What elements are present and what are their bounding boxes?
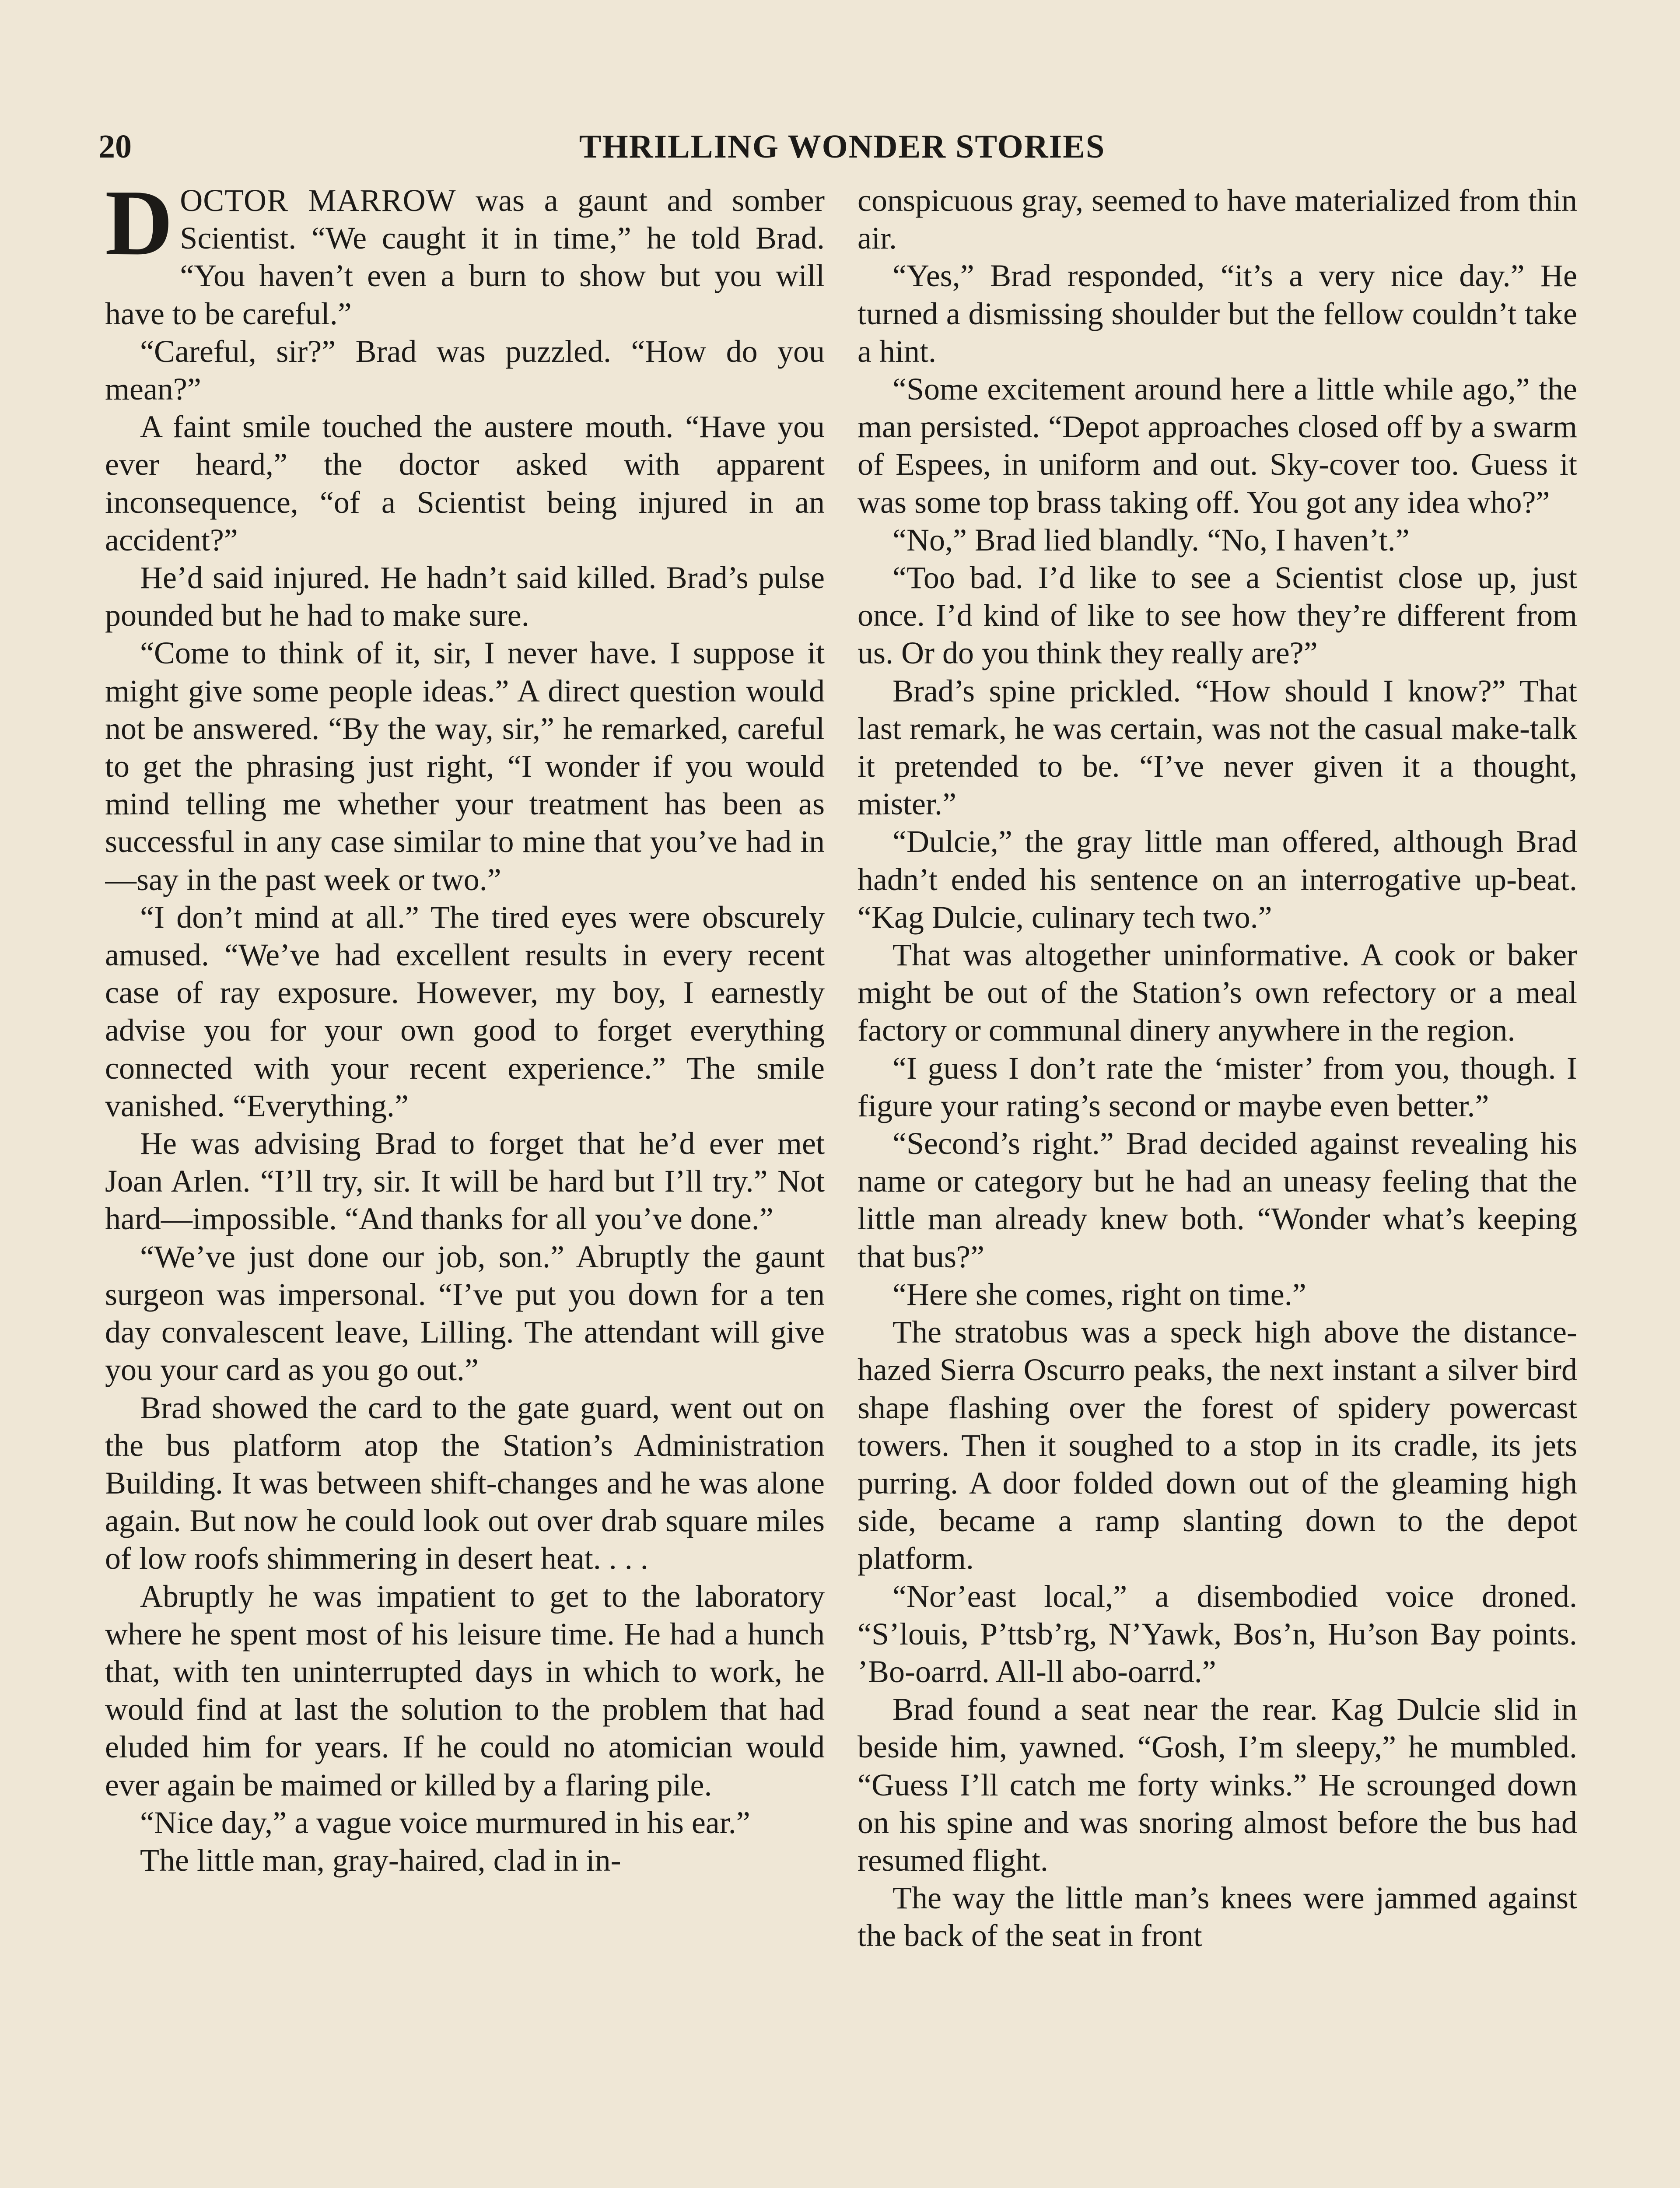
paragraph-text: was a gaunt and somber Scientist. “We caught it in time,” he told Brad. “You haven’t even a burn to show but you will have to be careful.”	[105, 183, 825, 331]
paragraph: “Yes,” Brad responded, “it’s a very nice day.” He turned a dismissing shoulder but the fellow couldn’t take a hint.	[858, 258, 1577, 369]
left-column	[105, 182, 825, 2188]
paragraph: That was altogether uninformative. A cook or baker might be out of the Station’s own refectory or a meal factory or communal dinery anywhere in the region.	[858, 937, 1577, 1048]
paragraph: “Nice day,” a vague voice murmured in his ear.”	[140, 1805, 750, 1840]
paragraph: A faint smile touched the austere mouth. “Have you ever heard,” the doctor asked with apparent inconsequence, “of a Scientist being injured in an accident?”	[105, 409, 825, 558]
paragraph: “We’ve just done our job, son.” Abruptly the gaunt surgeon was impersonal. “I’ve put you down for a ten day convalescent leave, Lilling. The attendant will give you your card as you go out.”	[105, 1239, 825, 1388]
paragraph: He was advising Brad to forget that he’d ever met Joan Arlen. “I’ll try, sir. It will be hard but I’ll try.” Not hard—impossible. “And thanks for all you’ve done.”	[105, 1126, 825, 1237]
paragraph: The stratobus was a speck high above the distance-hazed Sierra Oscurro peaks, the next instant a silver bird shape flashing over the forest of spidery powercast towers. Then it soughed to a stop in its cradle, its jets purring. A door folded down out of the gleaming high side, became a ramp slanting down to the depot platform.	[858, 1315, 1577, 1576]
paragraph-continuation: conspicuous gray, seemed to have materialized from thin air.	[858, 183, 1577, 256]
page-number: 20	[98, 128, 132, 165]
page-header	[98, 128, 1586, 176]
right-column	[858, 182, 1577, 2188]
drop-cap: D	[105, 182, 173, 275]
paragraph: He’d said injured. He hadn’t said killed. Brad’s pulse pounded but he had to make sure.	[105, 560, 825, 633]
magazine-title: THRILLING WONDER STORIES	[579, 128, 1106, 165]
paragraph: Brad found a seat near the rear. Kag Dulcie slid in beside him, yawned. “Gosh, I’m sleepy,” he mumbled. “Guess I’ll catch me forty winks.” He scrounged down on his spine and was snoring almost before the bus had resumed flight.	[858, 1692, 1577, 1878]
opening-caps: OCTOR MARROW	[180, 183, 456, 218]
paragraph: “I don’t mind at all.” The tired eyes were obscurely amused. “We’ve had excellent results in every recent case of ray exposure. However, my boy, I earnestly advise you for your own good to forget everything connected with your recent experience.” The smile vanished. “Everything.”	[105, 899, 825, 1123]
paragraph: “No,” Brad lied blandly. “No, I haven’t.”	[892, 522, 1410, 558]
opening-paragraph	[105, 182, 825, 333]
paragraph: Abruptly he was impatient to get to the laboratory where he spent most of his leisure time. He had a hunch that, with ten uninterrupted days in which to work, he would find at last the solution to the problem that had eluded him for years. If he could no atomician would ever again be maimed or killed by a flaring pile.	[105, 1578, 825, 1802]
paragraph: Brad’s spine prickled. “How should I know?” That last remark, he was certain, was not the casual make-talk it pretended to be. “I’ve never given it a thought, mister.”	[858, 673, 1577, 822]
paragraph: “Some excitement around here a little while ago,” the man persisted. “Depot approaches closed off by a swarm of Espees, in uniform and out. Sky-cover too. Guess it was some top brass taking off. You got any idea who?”	[858, 372, 1577, 520]
paragraph: “Nor’east local,” a disembodied voice droned. “S’louis, P’ttsb’rg, N’Yawk, Bos’n, Hu’son Bay points. ’Bo-oarrd. All-ll abo-oarrd.”	[858, 1578, 1577, 1689]
paragraph: “Come to think of it, sir, I never have. I suppose it might give some people ideas.” A direct question would not be answered. “By the way, sir,” he remarked, careful to get the phrasing just right, “I wonder if you would mind telling me whether your treatment has been as successful in any case similar to mine that you’ve had in—say in the past week or two.”	[105, 635, 825, 897]
paragraph: “Too bad. I’d like to see a Scientist close up, just once. I’d kind of like to see how they’re different from us. Or do you think they really are?”	[858, 560, 1577, 671]
paragraph: “Here she comes, right on time.”	[892, 1276, 1306, 1312]
paragraph: The way the little man’s knees were jammed against the back of the seat in front	[858, 1880, 1577, 1953]
paragraph: The little man, gray-haired, clad in in-	[140, 1842, 621, 1878]
paragraph: “I guess I don’t rate the ‘mister’ from you, though. I figure your rating’s second or maybe even better.”	[858, 1050, 1577, 1123]
paragraph: “Dulcie,” the gray little man offered, although Brad hadn’t ended his sentence on an interrogative up-beat. “Kag Dulcie, culinary tech two.”	[858, 824, 1577, 935]
paragraph: “Careful, sir?” Brad was puzzled. “How do you mean?”	[105, 333, 825, 407]
paragraph: Brad showed the card to the gate guard, went out on the bus platform atop the Station’s Administration Building. It was between shift-changes and he was alone again. But now he could look out over drab square miles of low roofs shimmering in desert heat. . . .	[105, 1390, 825, 1576]
paragraph: “Second’s right.” Brad decided against revealing his name or category but he had an uneasy feeling that the little man already knew both. “Wonder what’s keeping that bus?”	[858, 1126, 1577, 1274]
